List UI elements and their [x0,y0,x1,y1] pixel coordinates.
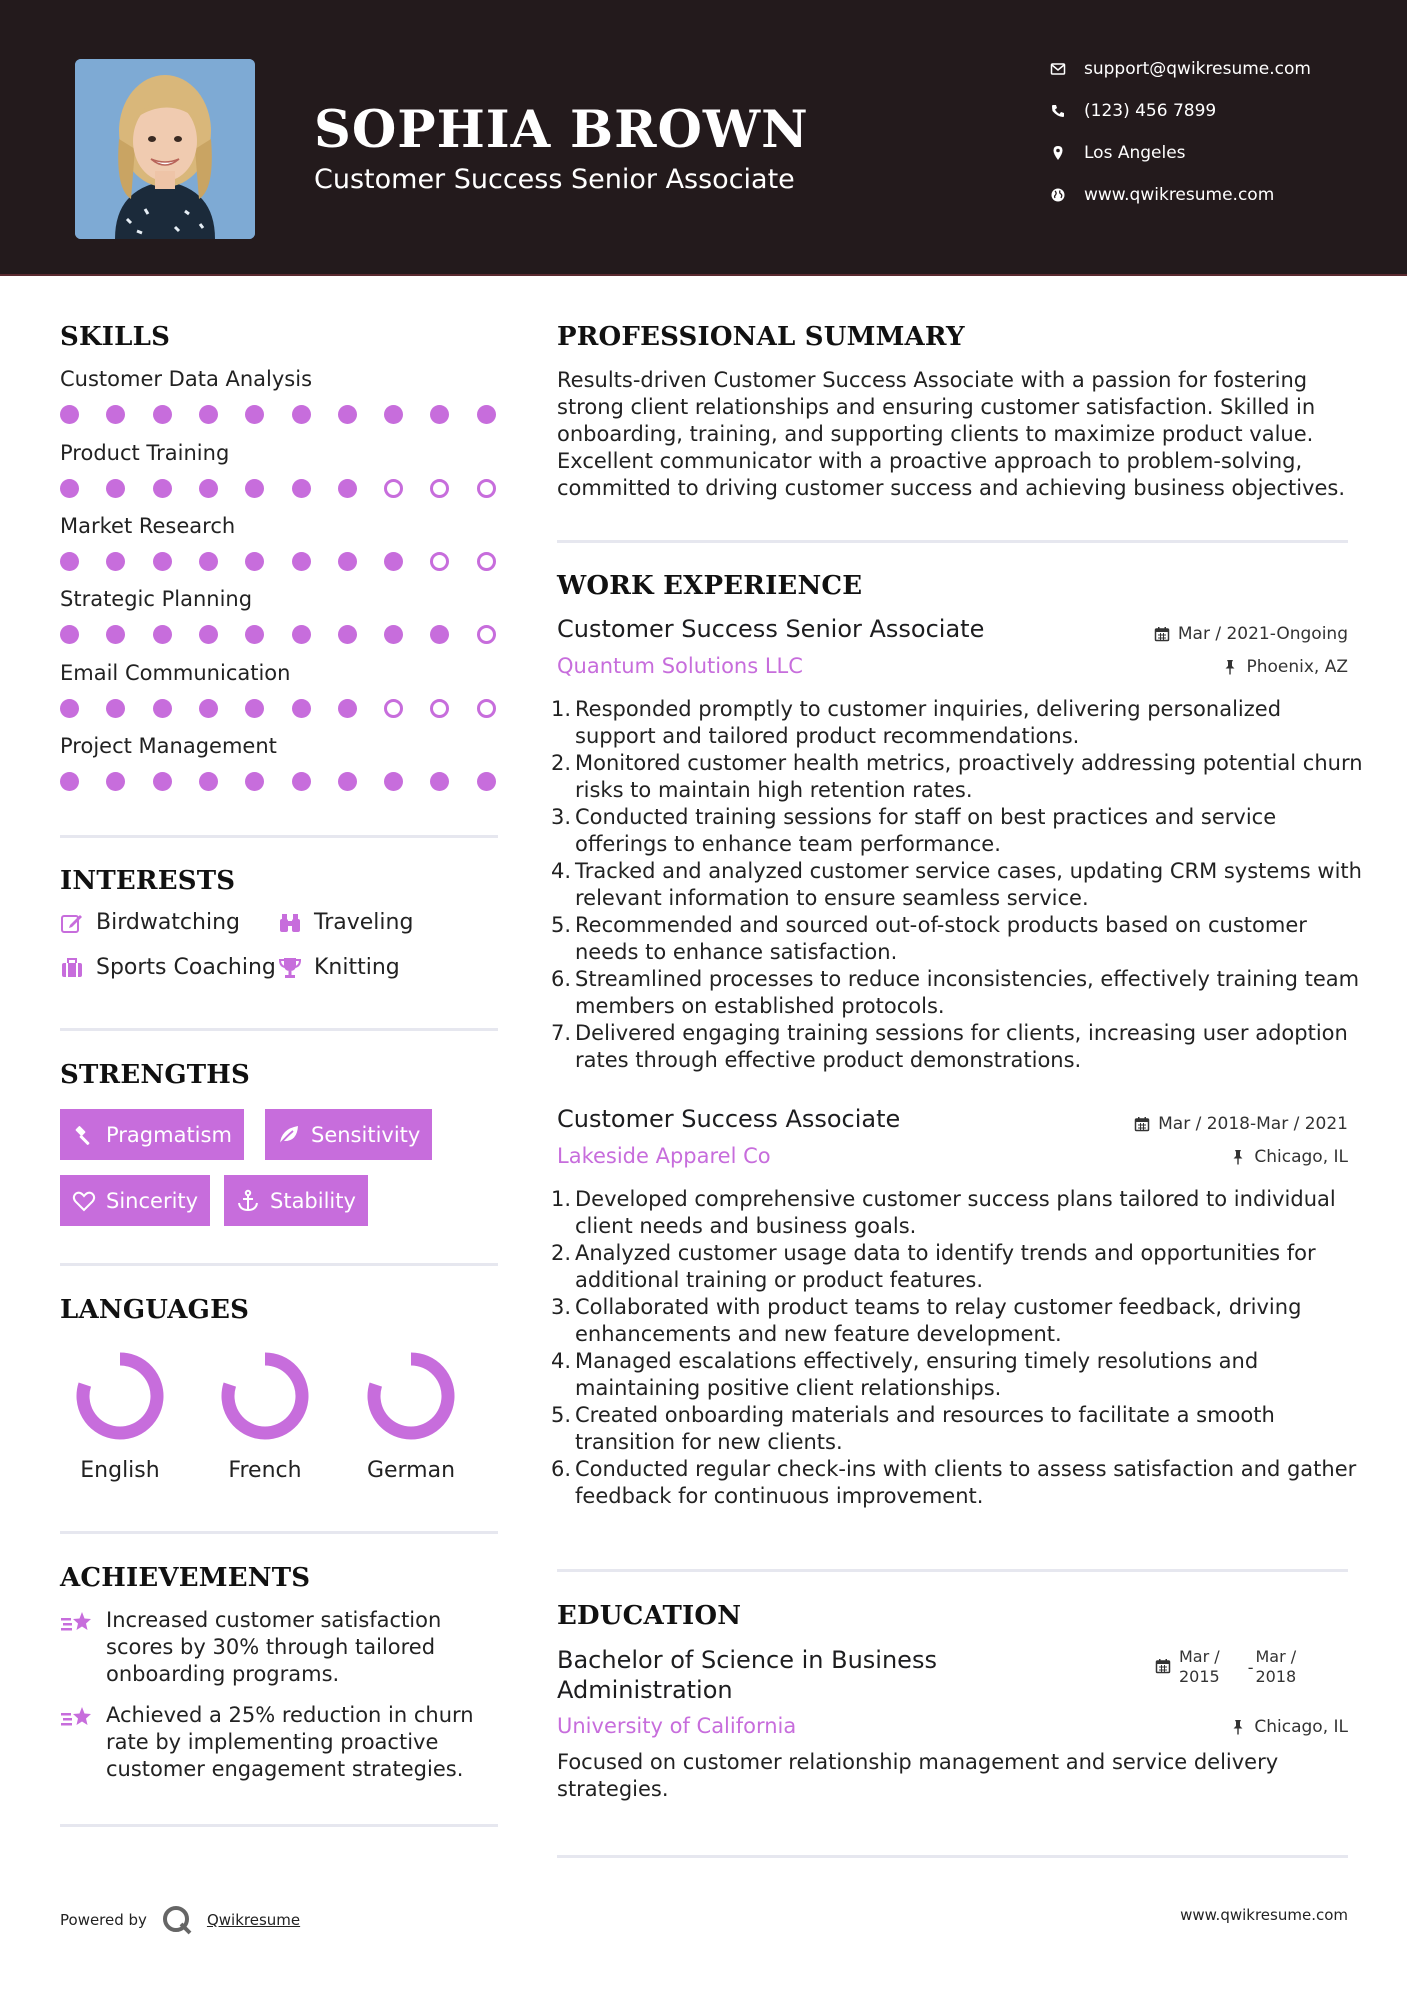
strength-tag [265,1109,432,1160]
job-location-text: Phoenix, AZ [1246,657,1348,677]
skill-dot-filled [199,772,218,791]
responsibility-text: Delivered engaging training sessions for clients, increasing user adoption rates through effective product demonstrations. [575,1021,1348,1072]
skill-dot-filled [199,699,218,718]
skill-dot-filled [338,772,357,791]
skill-dot-filled [199,405,218,424]
language-progress-ring [70,1346,170,1446]
skill-dot-filled [477,772,496,791]
skill-name: Strategic Planning [60,587,253,611]
contact-email-text: support@qwikresume.com [1084,59,1311,79]
skill-name: Market Research [60,514,236,538]
skill-dot-filled [245,479,264,498]
company-name: Quantum Solutions LLC [557,654,803,678]
section-divider [557,540,1348,543]
powered-by [60,1904,300,1936]
summary-text: Results-driven Customer Success Associate with a passion for fostering strong client relationships and ensuring customer satisfaction. Skilled in onboarding, training, and supporting clients to maximize product value. Excellent communicator with a proactive approach to problem-solving, committed to driving customer success and achieving business objectives. [557,368,1346,500]
responsibility-item [551,1456,1367,1510]
skill-name: Email Communication [60,661,291,685]
list-number: 4. [551,859,572,883]
skill-dot-empty [384,699,403,718]
job-responsibilities [551,1186,1367,1510]
education-end-date [1256,1647,1297,1687]
list-number: 5. [551,1403,572,1427]
skill-dot-filled [60,405,79,424]
profile-photo [75,59,255,239]
responsibility-text: Created onboarding materials and resources to facilitate a smooth transition for new clients. [575,1403,1275,1454]
skill-dot-filled [106,625,125,644]
section-divider [557,1569,1348,1572]
strength-label: Sensitivity [311,1122,421,1147]
skill-rating [60,552,500,572]
job-title: Customer Success Senior Associate [557,615,985,643]
date-part: Mar / [1179,1647,1220,1666]
responsibility-text: Monitored customer health metrics, proactively addressing potential churn risks to maintain high retention rates. [575,751,1363,802]
interest-item [278,910,413,935]
suitcase-icon [60,956,84,980]
skill-dot-filled [106,405,125,424]
heart-icon [72,1189,96,1213]
language-item [60,1346,180,1483]
skill-dot-filled [338,699,357,718]
list-number: 2. [551,1241,572,1265]
strength-tag [60,1109,244,1160]
responsibility-item [551,858,1367,912]
language-name: English [80,1458,160,1483]
strength-label: Pragmatism [106,1122,232,1147]
interests-heading: INTERESTS [60,866,236,896]
section-divider [60,1263,498,1266]
skill-dot-filled [430,772,449,791]
skill-dot-filled [199,479,218,498]
list-number: 3. [551,805,572,829]
list-number: 6. [551,1457,572,1481]
location-pin-icon [1050,143,1074,163]
summary-heading: PROFESSIONAL SUMMARY [557,322,965,352]
responsibility-text: Analyzed customer usage data to identify trends and opportunities for additional training or product features. [575,1241,1316,1292]
shooting-star-icon [60,1609,94,1637]
powered-by-label: Powered by [60,1911,147,1929]
job-dates-text: Mar / 2021-Ongoing [1177,624,1348,644]
calendar-icon [1134,1116,1150,1132]
contact-location-text: Los Angeles [1084,143,1186,163]
job-dates [1134,1114,1348,1134]
degree-title [557,1645,937,1705]
skill-dot-filled [245,625,264,644]
shooting-star-icon [60,1704,94,1732]
achievement-text: Increased customer satisfaction scores by 30% through tailored onboarding programs. [106,1608,442,1686]
footer-website[interactable]: www.qwikresume.com [1180,1906,1348,1924]
skill-dot-filled [292,552,311,571]
responsibility-item [551,696,1367,750]
skills-heading: SKILLS [60,322,171,352]
calendar-icon [1155,1658,1171,1674]
pushpin-icon [1222,659,1238,675]
responsibility-text: Responded promptly to customer inquiries, delivering personalized support and tailored product recommendations. [575,697,1282,748]
job-location-text: Chicago, IL [1254,1147,1348,1167]
skill-dot-filled [384,772,403,791]
skill-dot-filled [245,552,264,571]
section-divider [557,1855,1348,1858]
contact-location [1050,138,1390,168]
skill-dot-filled [153,479,172,498]
responsibility-text: Tracked and analyzed customer service cases, updating CRM systems with relevant information to ensure seamless service. [575,859,1362,910]
strength-label: Stability [270,1188,356,1213]
skill-dot-filled [60,772,79,791]
responsibility-item [551,750,1367,804]
languages-heading: LANGUAGES [60,1295,250,1325]
skill-dot-empty [477,625,496,644]
responsibility-text: Managed escalations effectively, ensuring timely resolutions and maintaining positive client relationships. [575,1349,1259,1400]
skill-dot-filled [338,479,357,498]
responsibility-text: Streamlined processes to reduce inconsistencies, effectively training team members on established protocols. [575,967,1360,1018]
list-number: 7. [551,1021,572,1045]
language-progress-arc [374,1359,448,1433]
responsibility-item [551,1294,1367,1348]
candidate-title: Customer Success Senior Associate [314,164,795,195]
skill-rating [60,699,500,719]
skill-dot-filled [199,552,218,571]
skill-dot-empty [384,479,403,498]
language-name: German [366,1458,456,1483]
contact-phone-text: (123) 456 7899 [1084,101,1217,121]
strength-tag [224,1175,368,1226]
skill-dot-filled [292,405,311,424]
skill-rating [60,625,500,645]
list-number: 3. [551,1295,572,1319]
list-number: 6. [551,967,572,991]
skill-dot-filled [292,479,311,498]
skill-dot-filled [292,699,311,718]
achievement-item [60,1607,500,1688]
achievement-text: Achieved a 25% reduction in churn rate by implementing proactive customer engagement strategies. [106,1703,474,1781]
skill-dot-filled [153,772,172,791]
date-part: Mar / [1255,1647,1297,1666]
section-divider [60,1028,498,1031]
job-dates-text: Mar / 2018-Mar / 2021 [1158,1114,1348,1134]
skill-dot-filled [338,405,357,424]
skill-dot-filled [106,699,125,718]
interest-label: Traveling [314,910,414,935]
interest-label: Sports Coaching [96,955,276,980]
education-location [1230,1717,1348,1737]
skill-dot-filled [60,552,79,571]
language-progress-ring [215,1346,315,1446]
skill-dot-filled [292,772,311,791]
education-heading: EDUCATION [557,1601,742,1631]
interest-item [60,955,276,980]
skill-dot-filled [153,699,172,718]
skill-dot-filled [477,405,496,424]
responsibility-text: Conducted regular check-ins with clients to assess satisfaction and gather feedback for continuous improvement. [575,1457,1357,1508]
header-divider [0,274,1407,276]
responsibility-item [551,804,1367,858]
responsibility-text: Conducted training sessions for staff on best practices and service offerings to enhance team performance. [575,805,1277,856]
degree-line: Bachelor of Science in Business [557,1646,937,1674]
gavel-icon [72,1123,96,1147]
skill-dot-filled [106,479,125,498]
list-number: 5. [551,913,572,937]
responsibility-text: Collaborated with product teams to relay customer feedback, driving enhancements and new feature development. [575,1295,1302,1346]
skill-dot-filled [106,552,125,571]
skill-dot-filled [430,405,449,424]
anchor-icon [236,1189,260,1213]
skill-name: Customer Data Analysis [60,367,313,391]
trophy-icon [278,956,302,980]
strength-label: Sincerity [106,1188,199,1213]
contact-email[interactable] [1050,54,1390,84]
brand-link[interactable]: Qwikresume [206,1911,301,1929]
skill-dot-filled [430,625,449,644]
skill-dot-filled [199,625,218,644]
skill-dot-filled [245,699,264,718]
skill-dot-filled [245,405,264,424]
achievements-heading: ACHIEVEMENTS [60,1563,311,1593]
responsibility-text: Recommended and sourced out-of-stock products based on customer needs to enhance satisfaction. [575,913,1307,964]
skill-dot-filled [60,479,79,498]
skill-dot-filled [384,552,403,571]
responsibility-item [551,912,1367,966]
interest-item [60,910,240,935]
responsibility-item [551,1186,1367,1240]
experience-heading: WORK EXPERIENCE [557,571,863,601]
job-dates [1154,624,1348,644]
degree-line: Administration [557,1676,733,1704]
list-number: 4. [551,1349,572,1373]
candidate-name: SOPHIA BROWN [314,100,809,160]
skill-name: Project Management [60,734,277,758]
responsibility-item [551,966,1367,1020]
responsibility-item [551,1402,1367,1456]
pushpin-icon [1230,1719,1246,1735]
skill-dot-filled [153,405,172,424]
pushpin-icon [1230,1149,1246,1165]
language-name: French [228,1458,302,1483]
education-location-text: Chicago, IL [1254,1717,1348,1737]
list-number: 1. [551,1187,572,1211]
language-progress-arc [83,1359,157,1433]
interest-label: Knitting [314,955,400,980]
qwikresume-logo-icon [161,1904,193,1936]
skill-dot-filled [153,552,172,571]
skill-dot-filled [338,552,357,571]
pencil-square-icon [60,911,84,935]
skill-rating [60,479,500,499]
job-location [1230,1147,1348,1167]
language-item [205,1346,325,1483]
skill-dot-empty [477,552,496,571]
skill-dot-filled [153,625,172,644]
strength-tag [60,1175,210,1226]
skill-dot-filled [106,772,125,791]
skill-dot-filled [384,625,403,644]
skill-name: Product Training [60,441,230,465]
responsibility-item [551,1240,1367,1294]
job-title: Customer Success Associate [557,1105,901,1133]
education-dates [1155,1647,1296,1687]
job-responsibilities [551,696,1367,1074]
skill-dot-empty [430,699,449,718]
skill-dot-filled [60,699,79,718]
responsibility-item [551,1348,1367,1402]
globe-icon [1050,185,1074,205]
responsibility-item [551,1020,1367,1074]
school-name: University of California [557,1714,797,1738]
skill-dot-filled [292,625,311,644]
skill-rating [60,405,500,425]
leaf-icon [277,1123,301,1147]
achievement-item [60,1702,500,1783]
interest-item [278,955,400,980]
list-number: 1. [551,697,572,721]
contact-website-text: www.qwikresume.com [1084,185,1275,205]
contact-website[interactable] [1050,180,1390,210]
calendar-icon [1154,626,1170,642]
language-progress-ring [361,1346,461,1446]
language-item [351,1346,471,1483]
company-name: Lakeside Apparel Co [557,1144,771,1168]
phone-icon [1050,101,1074,121]
skill-dot-filled [384,405,403,424]
skill-dot-filled [338,625,357,644]
skill-dot-empty [430,552,449,571]
skill-dot-empty [477,479,496,498]
skill-rating [60,772,500,792]
section-divider [60,835,498,838]
skill-dot-filled [60,625,79,644]
section-divider [60,1824,498,1827]
interest-label: Birdwatching [96,910,240,935]
responsibility-text: Developed comprehensive customer success plans tailored to individual client needs and business goals. [575,1187,1336,1238]
date-separator: - [1247,1658,1254,1677]
language-progress-arc [228,1359,302,1433]
strengths-heading: STRENGTHS [60,1060,251,1090]
skill-dot-filled [245,772,264,791]
binoculars-icon [278,911,302,935]
skill-dot-empty [430,479,449,498]
contact-phone[interactable] [1050,96,1390,126]
list-number: 2. [551,751,572,775]
education-description: Focused on customer relationship management and service delivery strategies. [557,1750,1279,1801]
mail-icon [1050,59,1074,79]
skill-dot-empty [477,699,496,718]
date-part: 2015 [1179,1667,1220,1686]
date-part: 2018 [1255,1667,1297,1686]
education-start-date [1179,1647,1220,1687]
job-location [1222,657,1348,677]
section-divider [60,1531,498,1534]
